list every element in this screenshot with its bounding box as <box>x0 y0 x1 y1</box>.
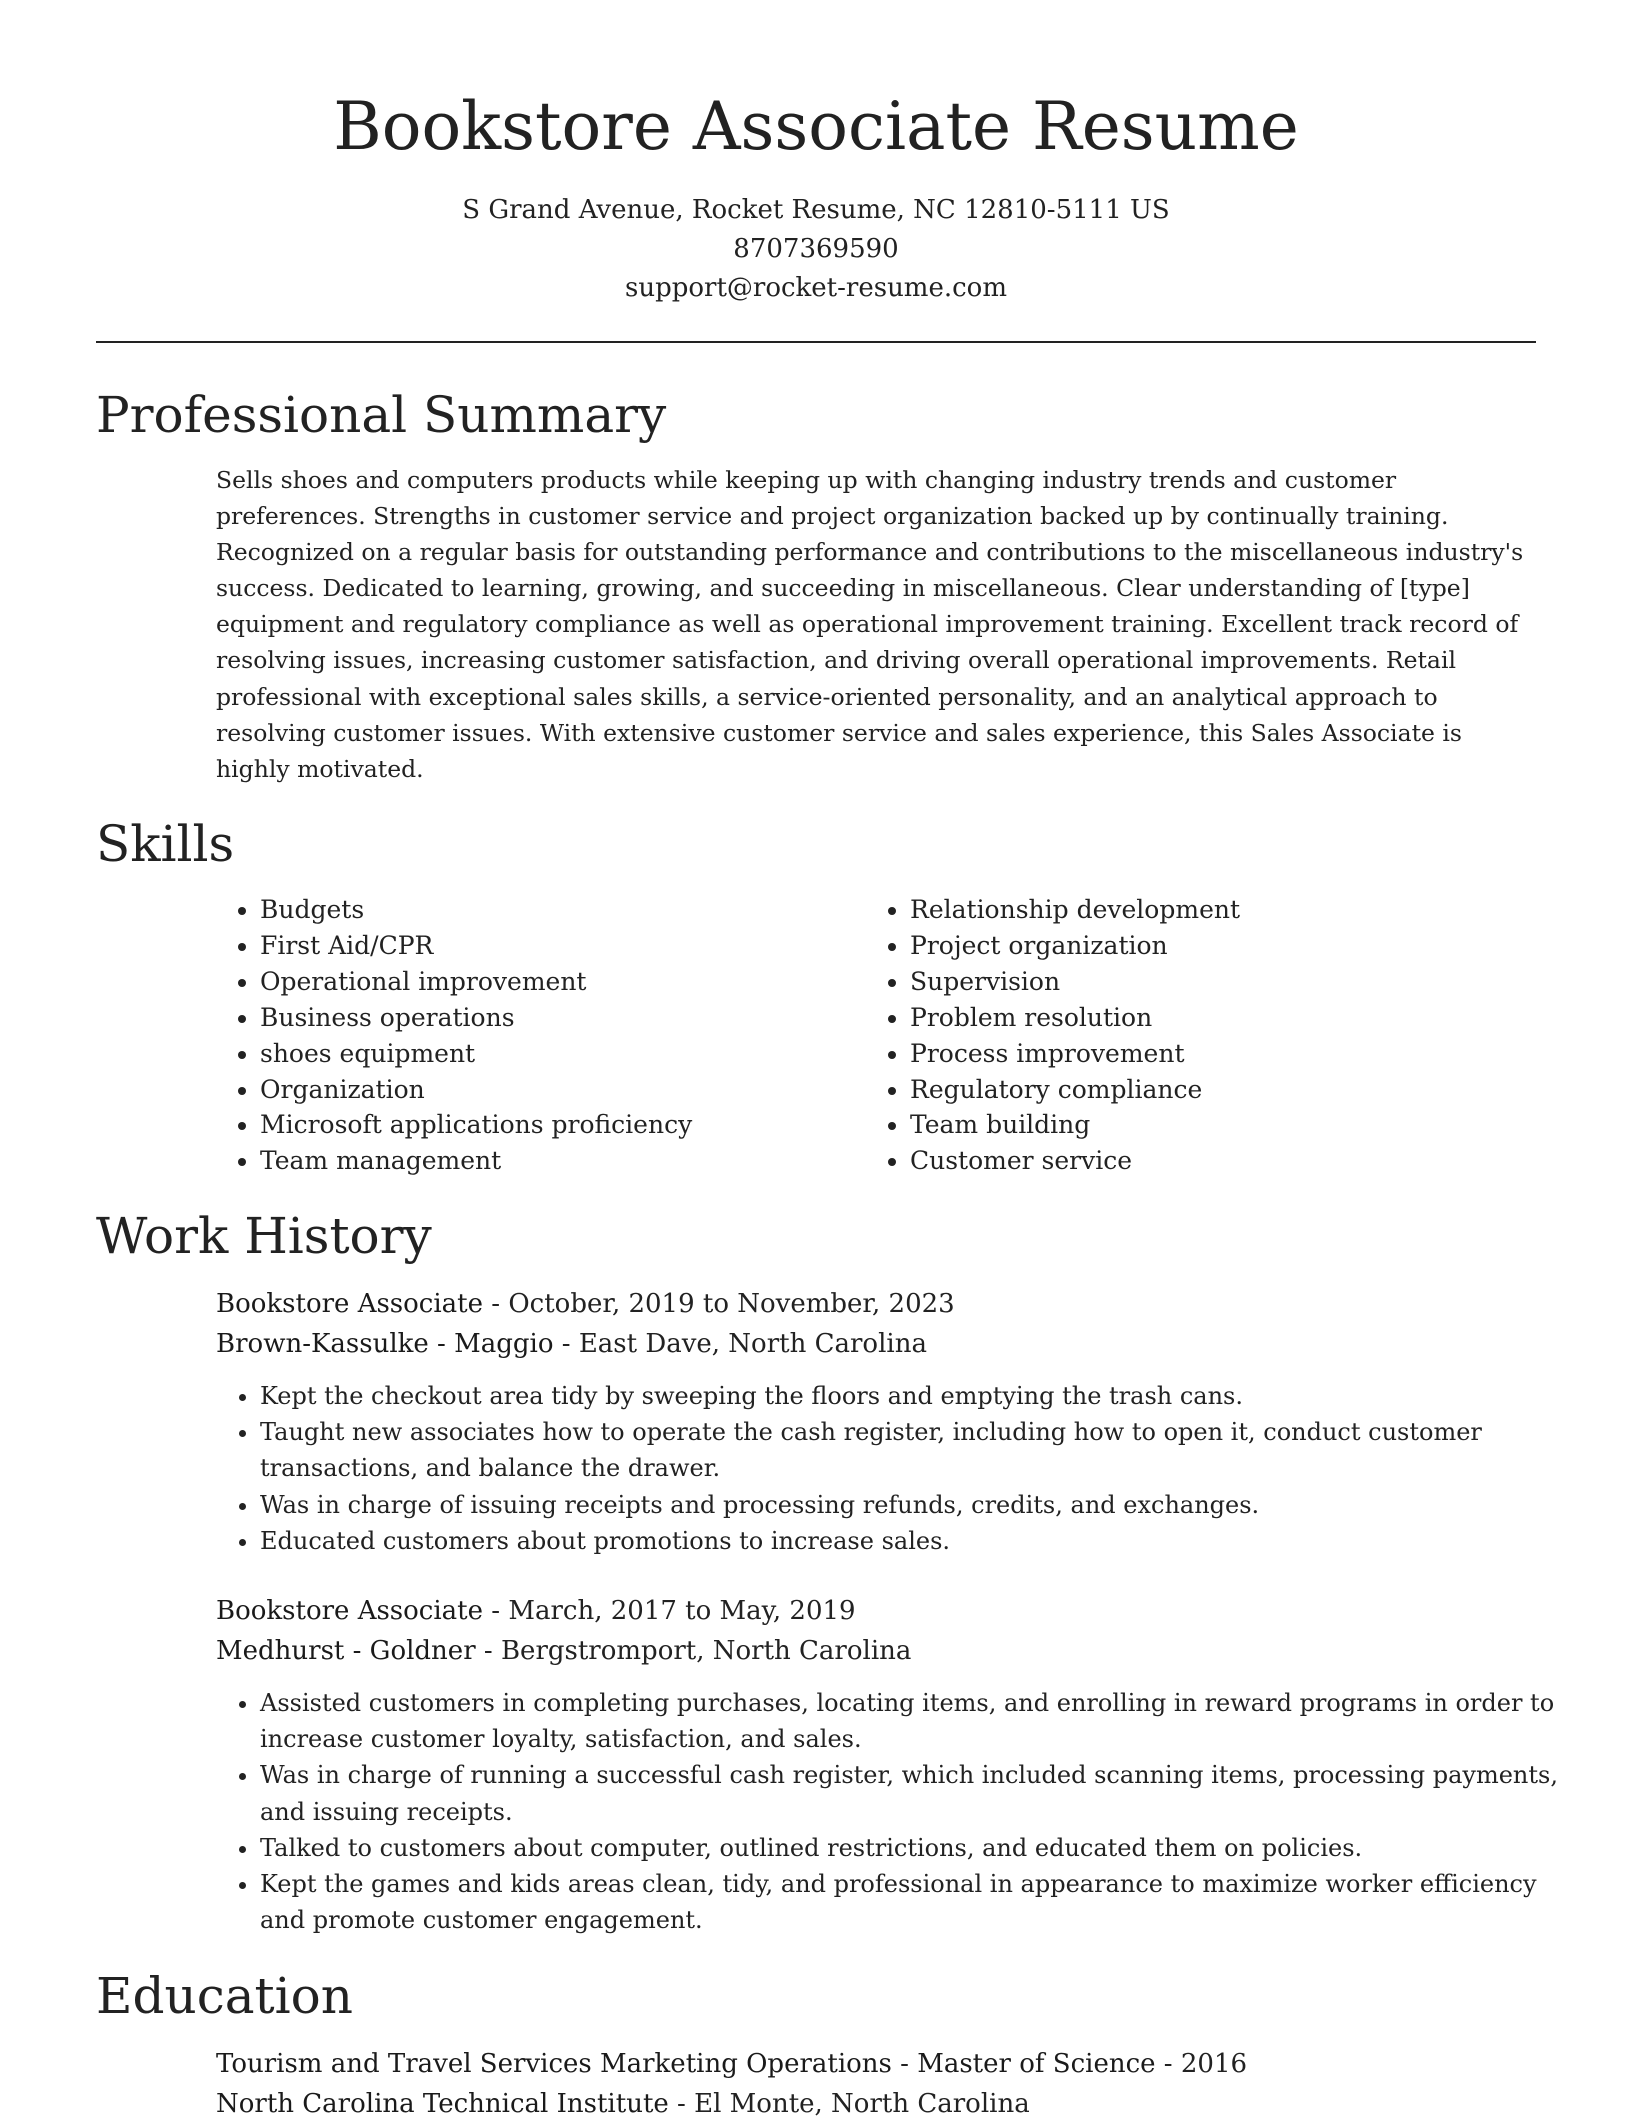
skill-item: • shoes equipment <box>260 1036 692 1072</box>
job-bullets <box>216 1685 1580 1938</box>
job-bullet: • Was in charge of running a successful cash register, which included scanning items, processing payments, and issuing receipts. <box>260 1757 1580 1829</box>
separator: - <box>483 1289 509 1319</box>
skills-list-right <box>866 892 1240 1179</box>
job-title-line <box>216 1284 955 1324</box>
skill-item: • Team management <box>260 1143 692 1179</box>
separator: - <box>483 1596 509 1626</box>
skill-item: • Problem resolution <box>910 1000 1240 1036</box>
job-dates: October, 2019 to November, 2023 <box>508 1289 955 1319</box>
job-bullet: • Kept the checkout area tidy by sweeping the floors and emptying the trash cans. <box>260 1378 1580 1414</box>
job-dates: March, 2017 to May, 2019 <box>508 1596 856 1626</box>
job-company: Brown-Kassulke - Maggio <box>216 1329 554 1359</box>
job-title-line <box>216 1591 856 1631</box>
work-history-heading: Work History <box>96 1207 432 1265</box>
separator: - <box>475 1636 501 1666</box>
skill-item: • Supervision <box>910 964 1240 1000</box>
job-company-line <box>216 1631 911 1671</box>
separator: - <box>1155 2049 1181 2079</box>
job-bullet: • Assisted customers in completing purchases, locating items, and enrolling in reward programs in order to increase customer loyalty, satisfaction, and sales. <box>260 1685 1580 1757</box>
header-divider <box>96 341 1536 343</box>
skill-item: • Microsoft applications proficiency <box>260 1107 692 1143</box>
job-title: Bookstore Associate <box>216 1596 484 1626</box>
contact-info <box>0 191 1632 308</box>
skill-item: • Organization <box>260 1072 692 1108</box>
education-year: 2016 <box>1180 2049 1248 2079</box>
skill-item: • Regulatory compliance <box>910 1072 1240 1108</box>
education-degree-line <box>216 2044 1247 2084</box>
job-bullet: • Was in charge of issuing receipts and processing refunds, credits, and exchanges. <box>260 1487 1580 1523</box>
skills-list-left <box>216 892 692 1179</box>
job-bullet: • Talked to customers about computer, outlined restrictions, and educated them on policies. <box>260 1830 1580 1866</box>
job-bullets <box>216 1378 1580 1559</box>
job-company-line <box>216 1324 927 1364</box>
job-bullet: • Kept the games and kids areas clean, tidy, and professional in appearance to maximize worker efficiency and promote customer engagement. <box>260 1866 1580 1938</box>
skill-item: • Budgets <box>260 892 692 928</box>
job-company: Medhurst - Goldner <box>216 1636 476 1666</box>
skill-item: • Relationship development <box>910 892 1240 928</box>
job-location: East Dave, North Carolina <box>578 1329 927 1359</box>
education-degree: Master of Science <box>917 2049 1156 2079</box>
separator: - <box>668 2089 695 2119</box>
separator: - <box>891 2049 918 2079</box>
skill-item: • Business operations <box>260 1000 692 1036</box>
skill-item: • First Aid/CPR <box>260 928 692 964</box>
job-title: Bookstore Associate <box>216 1289 484 1319</box>
education-heading: Education <box>96 1967 353 2025</box>
skill-item: • Project organization <box>910 928 1240 964</box>
summary-heading: Professional Summary <box>96 386 667 444</box>
skill-item: • Operational improvement <box>260 964 692 1000</box>
skill-item: • Process improvement <box>910 1036 1240 1072</box>
address-line: S Grand Avenue, Rocket Resume, NC 12810-5111 US <box>462 195 1170 225</box>
email-line: support@rocket-resume.com <box>624 273 1007 303</box>
job-location: Bergstromport, North Carolina <box>500 1636 912 1666</box>
job-bullet: • Taught new associates how to operate the cash register, including how to open it, conduct customer transactions, and balance the drawer. <box>260 1414 1580 1486</box>
skill-item: • Customer service <box>910 1143 1240 1179</box>
education-location: El Monte, North Carolina <box>694 2089 1030 2119</box>
skills-heading: Skills <box>96 815 235 873</box>
education-school: North Carolina Technical Institute <box>216 2089 669 2119</box>
job-bullet: • Educated customers about promotions to increase sales. <box>260 1523 1580 1559</box>
education-field: Tourism and Travel Services Marketing Operations <box>216 2049 892 2079</box>
resume-title: Bookstore Associate Resume <box>333 88 1299 165</box>
separator: - <box>553 1329 579 1359</box>
skill-item: • Team building <box>910 1107 1240 1143</box>
phone-line: 8707369590 <box>733 234 899 264</box>
education-school-line <box>216 2084 1030 2124</box>
summary-text: Sells shoes and computers products while keeping up with changing industry trends and customer preferences. Strengths in customer service and project organization backed up by continually training. Recognized on a regular basis for outstanding performance and contributions to the miscellaneous industry's success. Dedicated to learning, growing, and succeeding in miscellaneous. Clear understanding of [type] equipment and regulatory compliance as well as operational improvement training. Excellent track record of resolving issues, increasing customer satisfaction, and driving overall operational improvements. Retail professional with exceptional sales skills, a service-oriented personality, and an analytical approach to resolving customer issues. With extensive customer service and sales experience, this Sales Associate is highly motivated. <box>216 466 1524 783</box>
